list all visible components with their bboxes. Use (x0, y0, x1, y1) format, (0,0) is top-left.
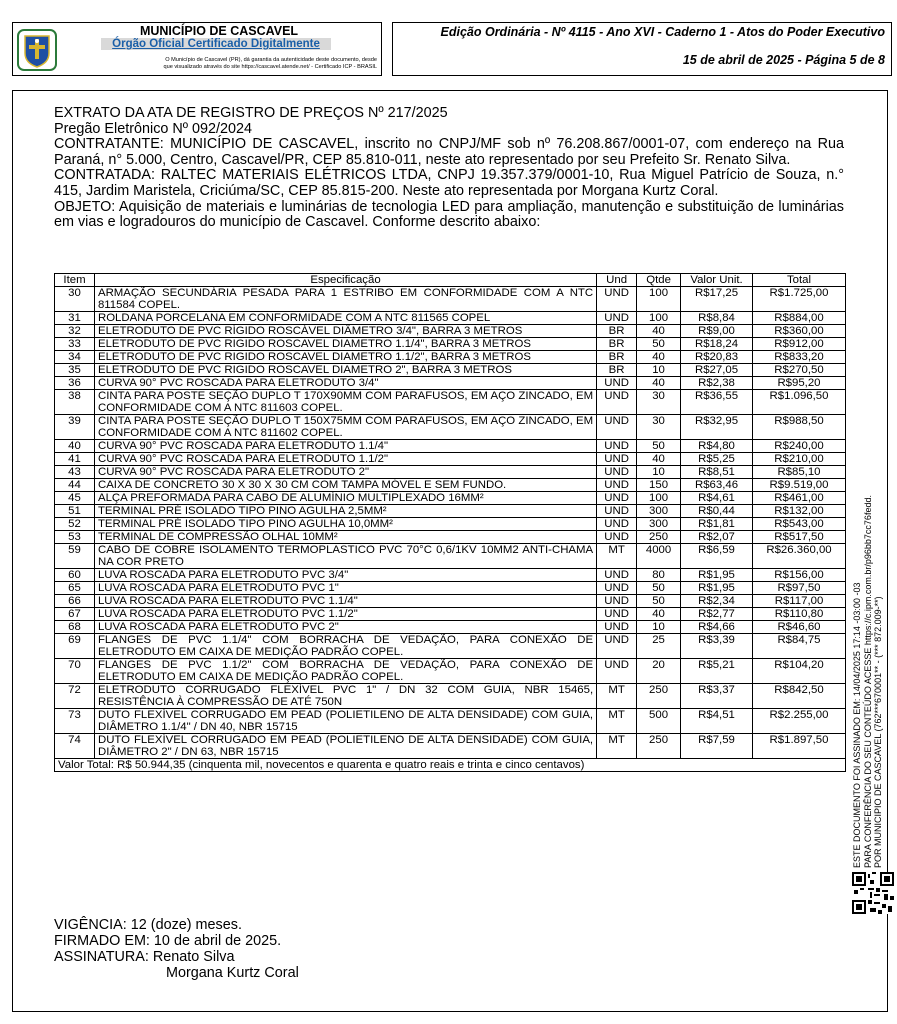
table-row (55, 505, 846, 518)
cell-item: 73 (55, 709, 95, 734)
cell-item: 67 (55, 608, 95, 621)
cell-unit-value: R$7,59 (681, 734, 753, 759)
cell-qtde: 250 (637, 531, 681, 544)
cell-spec: CURVA 90° PVC ROSCADA PARA ELETRODUTO 2" (94, 466, 596, 479)
cell-spec: ARMAÇÃO SECUNDÁRIA PESADA PARA 1 ESTRIBO EM CONFORMIDADE COM A NTC 811584 COPEL. (94, 287, 596, 312)
cell-unit-value: R$2,34 (681, 595, 753, 608)
cell-item: 65 (55, 582, 95, 595)
cell-total: R$360,00 (753, 325, 846, 338)
cell-total: R$46,60 (753, 621, 846, 634)
cell-und: UND (597, 415, 637, 440)
cell-und: UND (597, 377, 637, 390)
table-row (55, 518, 846, 531)
table-row (55, 634, 846, 659)
cell-spec: DUTO FLEXÍVEL CORRUGADO EM PEAD (POLIETILENO DE ALTA DENSIDADE) COM GUIA, DIÂMETRO 2" / DN 63, NBR 15715 (94, 734, 596, 759)
cell-und: BR (597, 325, 637, 338)
cell-total: R$117,00 (753, 595, 846, 608)
cell-total: R$517,50 (753, 531, 846, 544)
total-value-text: Valor Total: R$ 50.944,35 (cinquenta mil, novecentos e quarenta e quatro reais e trinta e cinco centavos) (55, 759, 846, 772)
digital-signature-stamp (852, 495, 884, 868)
cell-total: R$270,50 (753, 364, 846, 377)
cell-spec: LUVA ROSCADA PARA ELETRODUTO PVC 2" (94, 621, 596, 634)
cell-spec: CURVA 90° PVC ROSCADA PARA ELETRODUTO 1.1/2" (94, 453, 596, 466)
cell-qtde: 500 (637, 709, 681, 734)
cell-unit-value: R$8,84 (681, 312, 753, 325)
signature-stamp-line-1: ESTE DOCUMENTO FOI ASSINADO EM: 14/04/2025 17:14 -03:00 -03 (852, 582, 862, 868)
cell-spec: ELETRODUTO DE PVC RÍGIDO ROSCÁVEL DIÂMETRO 3/4", BARRA 3 METROS (94, 325, 596, 338)
cell-qtde: 40 (637, 325, 681, 338)
cell-item: 66 (55, 595, 95, 608)
table-row (55, 312, 846, 325)
cell-total: R$84,75 (753, 634, 846, 659)
cell-qtde: 40 (637, 608, 681, 621)
cell-unit-value: R$20,83 (681, 351, 753, 364)
cell-item: 59 (55, 544, 95, 569)
cell-und: BR (597, 351, 637, 364)
verification-qr-code-icon[interactable] (852, 872, 894, 914)
items-table-body (55, 287, 846, 759)
cell-unit-value: R$4,61 (681, 492, 753, 505)
table-row (55, 325, 846, 338)
cascavel-coat-of-arms-icon (17, 29, 57, 71)
table-row (55, 531, 846, 544)
cell-total: R$9.519,00 (753, 479, 846, 492)
cell-unit-value: R$4,80 (681, 440, 753, 453)
cell-item: 31 (55, 312, 95, 325)
cell-und: MT (597, 734, 637, 759)
cell-unit-value: R$3,39 (681, 634, 753, 659)
municipality-name: MUNICÍPIO DE CASCAVEL (139, 24, 299, 38)
cell-qtde: 50 (637, 582, 681, 595)
cell-spec: ELETRODUTO DE PVC RIGIDO ROSCAVEL DIAMETRO 2", BARRA 3 METROS (94, 364, 596, 377)
cell-und: UND (597, 621, 637, 634)
header-masthead (12, 22, 382, 76)
cell-und: UND (597, 595, 637, 608)
cell-item: 72 (55, 684, 95, 709)
vigencia-line: VIGÊNCIA: 12 (doze) meses. (54, 917, 242, 933)
cell-qtde: 50 (637, 595, 681, 608)
table-row (55, 659, 846, 684)
col-header-unit-value: Valor Unit. (681, 274, 753, 287)
cell-qtde: 30 (637, 390, 681, 415)
cell-item: 74 (55, 734, 95, 759)
cell-und: MT (597, 544, 637, 569)
cell-und: UND (597, 453, 637, 466)
cell-unit-value: R$3,37 (681, 684, 753, 709)
table-row (55, 734, 846, 759)
cell-spec: TERMINAL DE COMPRESSÃO OLHAL 10MM² (94, 531, 596, 544)
cell-spec: DUTO FLEXÍVEL CORRUGADO EM PEAD (POLIETILENO DE ALTA DENSIDADE) COM GUIA, DIÂMETRO 1.1/4" / DN 40, NBR 15715 (94, 709, 596, 734)
cell-spec: ELETRODUTO CORRUGADO FLEXÍVEL PVC 1" / DN 32 COM GUIA, NBR 15465, RESISTÊNCIA À COMPRESSÃO DE ATÉ 750N (94, 684, 596, 709)
cell-total: R$132,00 (753, 505, 846, 518)
cell-total: R$104,20 (753, 659, 846, 684)
cell-total: R$156,00 (753, 569, 846, 582)
cell-qtde: 300 (637, 505, 681, 518)
cell-item: 51 (55, 505, 95, 518)
cell-unit-value: R$5,25 (681, 453, 753, 466)
table-row (55, 338, 846, 351)
total-row (55, 759, 846, 772)
table-row (55, 479, 846, 492)
cell-qtde: 300 (637, 518, 681, 531)
pregao-line: Pregão Eletrônico Nº 092/2024 (54, 120, 253, 137)
cell-spec: CURVA 90° PVC ROSCADA PARA ELETRODUTO 3/4" (94, 377, 596, 390)
cell-unit-value: R$36,55 (681, 390, 753, 415)
cell-und: UND (597, 634, 637, 659)
cell-und: UND (597, 287, 637, 312)
cell-spec: TERMINAL PRÉ ISOLADO TIPO PINO AGULHA 2,5MM² (94, 505, 596, 518)
cell-spec: TERMINAL PRÉ ISOLADO TIPO PINO AGULHA 10,0MM² (94, 518, 596, 531)
contratada-paragraph: CONTRATADA: RALTEC MATERIAIS ELÉTRICOS LTDA, CNPJ 19.357.379/0001-10, Rua Miguel Patrício de Souza, n.° 415, Jardim Maristela, Criciúma/SC, CEP 85.815-200. Neste ato representada por Morgana Kurtz Coral. (54, 167, 844, 199)
cell-spec: ELETRODUTO DE PVC RIGIDO ROSCAVEL DIAMETRO 1.1/4", BARRA 3 METROS (94, 338, 596, 351)
cell-qtde: 40 (637, 453, 681, 466)
firmado-line: FIRMADO EM: 10 de abril de 2025. (54, 933, 282, 949)
cell-total: R$988,50 (753, 415, 846, 440)
cell-total: R$97,50 (753, 582, 846, 595)
cell-und: UND (597, 492, 637, 505)
edition-title: Edição Ordinária - Nº 4115 - Ano XVI - Caderno 1 - Atos do Poder Executivo (440, 25, 885, 39)
cell-qtde: 150 (637, 479, 681, 492)
table-row (55, 569, 846, 582)
edition-box (392, 22, 892, 76)
cell-total: R$1.897,50 (753, 734, 846, 759)
table-row (55, 364, 846, 377)
cell-qtde: 10 (637, 466, 681, 479)
cell-item: 39 (55, 415, 95, 440)
cell-qtde: 40 (637, 351, 681, 364)
cell-item: 41 (55, 453, 95, 466)
cell-qtde: 250 (637, 734, 681, 759)
cell-und: BR (597, 338, 637, 351)
cell-unit-value: R$32,95 (681, 415, 753, 440)
cell-total: R$210,00 (753, 453, 846, 466)
closing-block (54, 917, 299, 981)
signature-stamp-line-2: PARA CONFERÊNCIA DO SEU CONTEÚDO ACESSE https://c.ipm.com.br/p96bb7cc76fedd. (862, 495, 873, 868)
cell-unit-value: R$1,81 (681, 518, 753, 531)
cell-spec: ALÇA PREFORMADA PARA CABO DE ALUMÍNIO MULTIPLEXADO 16MM² (94, 492, 596, 505)
cell-unit-value: R$2,77 (681, 608, 753, 621)
official-organ-link[interactable]: Órgão Oficial Certificado Digitalmente (101, 38, 331, 50)
table-row (55, 287, 846, 312)
cell-item: 68 (55, 621, 95, 634)
cell-unit-value: R$27,05 (681, 364, 753, 377)
cell-spec: FLANGES DE PVC 1.1/4" COM BORRACHA DE VEDAÇÃO, PARA CONEXÃO DE ELETRODUTO EM CAIXA DE MEDIÇÃO PADRÃO COPEL. (94, 634, 596, 659)
cell-total: R$95,20 (753, 377, 846, 390)
cell-spec: CINTA PARA POSTE SEÇÃO DUPLO T 150X75MM COM PARAFUSOS, EM AÇO ZINCADO, EM CONFORMIDADE COM A NTC 811602 COPEL. (94, 415, 596, 440)
cell-und: UND (597, 659, 637, 684)
cell-und: UND (597, 440, 637, 453)
contratante-paragraph: CONTRATANTE: MUNICÍPIO DE CASCAVEL, inscrito no CNPJ/MF sob nº 76.208.867/0001-07, com endereço na Rua Paraná, n° 5.000, Centro, Cascavel/PR, CEP 85.810-011, neste ato representado por seu Prefeito Sr. Renato Silva. (54, 136, 844, 168)
cell-item: 52 (55, 518, 95, 531)
cell-total: R$461,00 (753, 492, 846, 505)
cell-item: 44 (55, 479, 95, 492)
cell-und: UND (597, 569, 637, 582)
items-table (54, 273, 846, 772)
table-row (55, 351, 846, 364)
cell-und: MT (597, 709, 637, 734)
cell-total: R$240,00 (753, 440, 846, 453)
cell-unit-value: R$1,95 (681, 569, 753, 582)
cell-und: UND (597, 390, 637, 415)
table-row (55, 377, 846, 390)
cell-unit-value: R$0,44 (681, 505, 753, 518)
cell-item: 32 (55, 325, 95, 338)
assinatura-line-2: Morgana Kurtz Coral (166, 965, 299, 981)
authenticity-note-line-2: que visualizado através do site https://cascavel.atende.net/ - Certificado ICP - BRASIL (163, 64, 377, 70)
table-row (55, 684, 846, 709)
extract-text (54, 106, 844, 231)
cell-item: 45 (55, 492, 95, 505)
cell-qtde: 4000 (637, 544, 681, 569)
cell-unit-value: R$9,00 (681, 325, 753, 338)
cell-total: R$2.255,00 (753, 709, 846, 734)
table-row (55, 466, 846, 479)
col-header-spec: Especificação (94, 274, 596, 287)
col-header-qtde: Qtde (637, 274, 681, 287)
cell-qtde: 30 (637, 415, 681, 440)
cell-und: UND (597, 582, 637, 595)
cell-total: R$1.096,50 (753, 390, 846, 415)
cell-item: 53 (55, 531, 95, 544)
cell-und: UND (597, 505, 637, 518)
cell-und: UND (597, 608, 637, 621)
cell-qtde: 100 (637, 312, 681, 325)
table-row (55, 492, 846, 505)
cell-spec: LUVA ROSCADA PARA ELETRODUTO PVC 3/4" (94, 569, 596, 582)
cell-spec: LUVA ROSCADA PARA ELETRODUTO PVC 1" (94, 582, 596, 595)
cell-und: UND (597, 312, 637, 325)
table-row (55, 582, 846, 595)
cell-spec: CINTA PARA POSTE SEÇÃO DUPLO T 170X90MM COM PARAFUSOS, EM AÇO ZINCADO, EM CONFORMIDADE COM A NTC 811603 COPEL. (94, 390, 596, 415)
cell-unit-value: R$63,46 (681, 479, 753, 492)
cell-unit-value: R$17,25 (681, 287, 753, 312)
assinatura-line: ASSINATURA: Renato Silva (54, 949, 235, 965)
cell-qtde: 250 (637, 684, 681, 709)
cell-qtde: 50 (637, 338, 681, 351)
cell-spec: CURVA 90° PVC ROSCADA PARA ELETRODUTO 1.1/4" (94, 440, 596, 453)
cell-qtde: 100 (637, 287, 681, 312)
cell-und: UND (597, 531, 637, 544)
cell-spec: ROLDANA PORCELANA EM CONFORMIDADE COM A NTC 811565 COPEL (94, 312, 596, 325)
col-header-total: Total (753, 274, 846, 287)
cell-und: UND (597, 518, 637, 531)
table-row (55, 415, 846, 440)
cell-und: UND (597, 479, 637, 492)
authenticity-note-line-1: O Município de Cascavel (PR), dá garantia da autenticidade deste documento, desde (165, 57, 377, 63)
col-header-item: Item (55, 274, 95, 287)
cell-unit-value: R$4,51 (681, 709, 753, 734)
cell-item: 38 (55, 390, 95, 415)
cell-qtde: 25 (637, 634, 681, 659)
cell-total: R$842,50 (753, 684, 846, 709)
cell-total: R$26.360,00 (753, 544, 846, 569)
table-row (55, 595, 846, 608)
table-row (55, 608, 846, 621)
cell-spec: FLANGES DE PVC 1.1/2" COM BORRACHA DE VEDAÇÃO, PARA CONEXÃO DE ELETRODUTO EM CAIXA DE MEDIÇÃO PADRÃO COPEL. (94, 659, 596, 684)
cell-spec: LUVA ROSCADA PARA ELETRODUTO PVC 1.1/4" (94, 595, 596, 608)
cell-unit-value: R$18,24 (681, 338, 753, 351)
cell-und: UND (597, 466, 637, 479)
cell-qtde: 40 (637, 377, 681, 390)
cell-und: BR (597, 364, 637, 377)
cell-item: 40 (55, 440, 95, 453)
table-row (55, 621, 846, 634)
cell-total: R$543,00 (753, 518, 846, 531)
cell-qtde: 50 (637, 440, 681, 453)
cell-total: R$85,10 (753, 466, 846, 479)
cell-und: MT (597, 684, 637, 709)
date-and-page: 15 de abril de 2025 - Página 5 de 8 (682, 53, 885, 67)
cell-total: R$1.725,00 (753, 287, 846, 312)
cell-item: 35 (55, 364, 95, 377)
cell-item: 70 (55, 659, 95, 684)
cell-item: 34 (55, 351, 95, 364)
cell-item: 69 (55, 634, 95, 659)
cell-item: 36 (55, 377, 95, 390)
cell-qtde: 20 (637, 659, 681, 684)
authenticity-note (61, 57, 377, 71)
cell-item: 43 (55, 466, 95, 479)
extract-title: EXTRATO DA ATA DE REGISTRO DE PREÇOS Nº 217/2025 (54, 105, 448, 121)
cell-total: R$833,20 (753, 351, 846, 364)
cell-total: R$912,00 (753, 338, 846, 351)
table-row (55, 709, 846, 734)
objeto-paragraph: OBJETO: Aquisição de materiais e luminárias de tecnologia LED para ampliação, manutenção e substituição de luminárias em vias e logradouros do município de Cascavel. Conforme descrito abaixo: (54, 198, 844, 231)
table-row (55, 544, 846, 569)
cell-unit-value: R$8,51 (681, 466, 753, 479)
table-row (55, 440, 846, 453)
cell-item: 30 (55, 287, 95, 312)
cell-unit-value: R$2,07 (681, 531, 753, 544)
cell-item: 33 (55, 338, 95, 351)
cell-total: R$110,80 (753, 608, 846, 621)
cell-unit-value: R$4,66 (681, 621, 753, 634)
cell-qtde: 10 (637, 364, 681, 377)
cell-item: 60 (55, 569, 95, 582)
table-header-row (55, 274, 846, 287)
cell-unit-value: R$2,38 (681, 377, 753, 390)
table-row (55, 453, 846, 466)
cell-spec: CABO DE COBRE ISOLAMENTO TERMOPLASTICO PVC 70°C 0,6/1KV 10MM2 ANTI-CHAMA NA COR PRETO (94, 544, 596, 569)
cell-qtde: 10 (637, 621, 681, 634)
cell-unit-value: R$5,21 (681, 659, 753, 684)
signature-stamp-line-3: POR MUNICIPIO DE CASCAVEL (762***670001** - (*** 872.009-**) (873, 596, 883, 868)
cell-qtde: 80 (637, 569, 681, 582)
cell-spec: CAIXA DE CONCRETO 30 X 30 X 30 CM COM TAMPA MÓVEL E SEM FUNDO. (94, 479, 596, 492)
cell-spec: ELETRODUTO DE PVC RIGIDO ROSCAVEL DIAMETRO 1.1/2", BARRA 3 METROS (94, 351, 596, 364)
col-header-und: Und (597, 274, 637, 287)
cell-unit-value: R$1,95 (681, 582, 753, 595)
cell-qtde: 100 (637, 492, 681, 505)
cell-unit-value: R$6,59 (681, 544, 753, 569)
cell-total: R$884,00 (753, 312, 846, 325)
cell-spec: LUVA ROSCADA PARA ELETRODUTO PVC 1.1/2" (94, 608, 596, 621)
table-row (55, 390, 846, 415)
